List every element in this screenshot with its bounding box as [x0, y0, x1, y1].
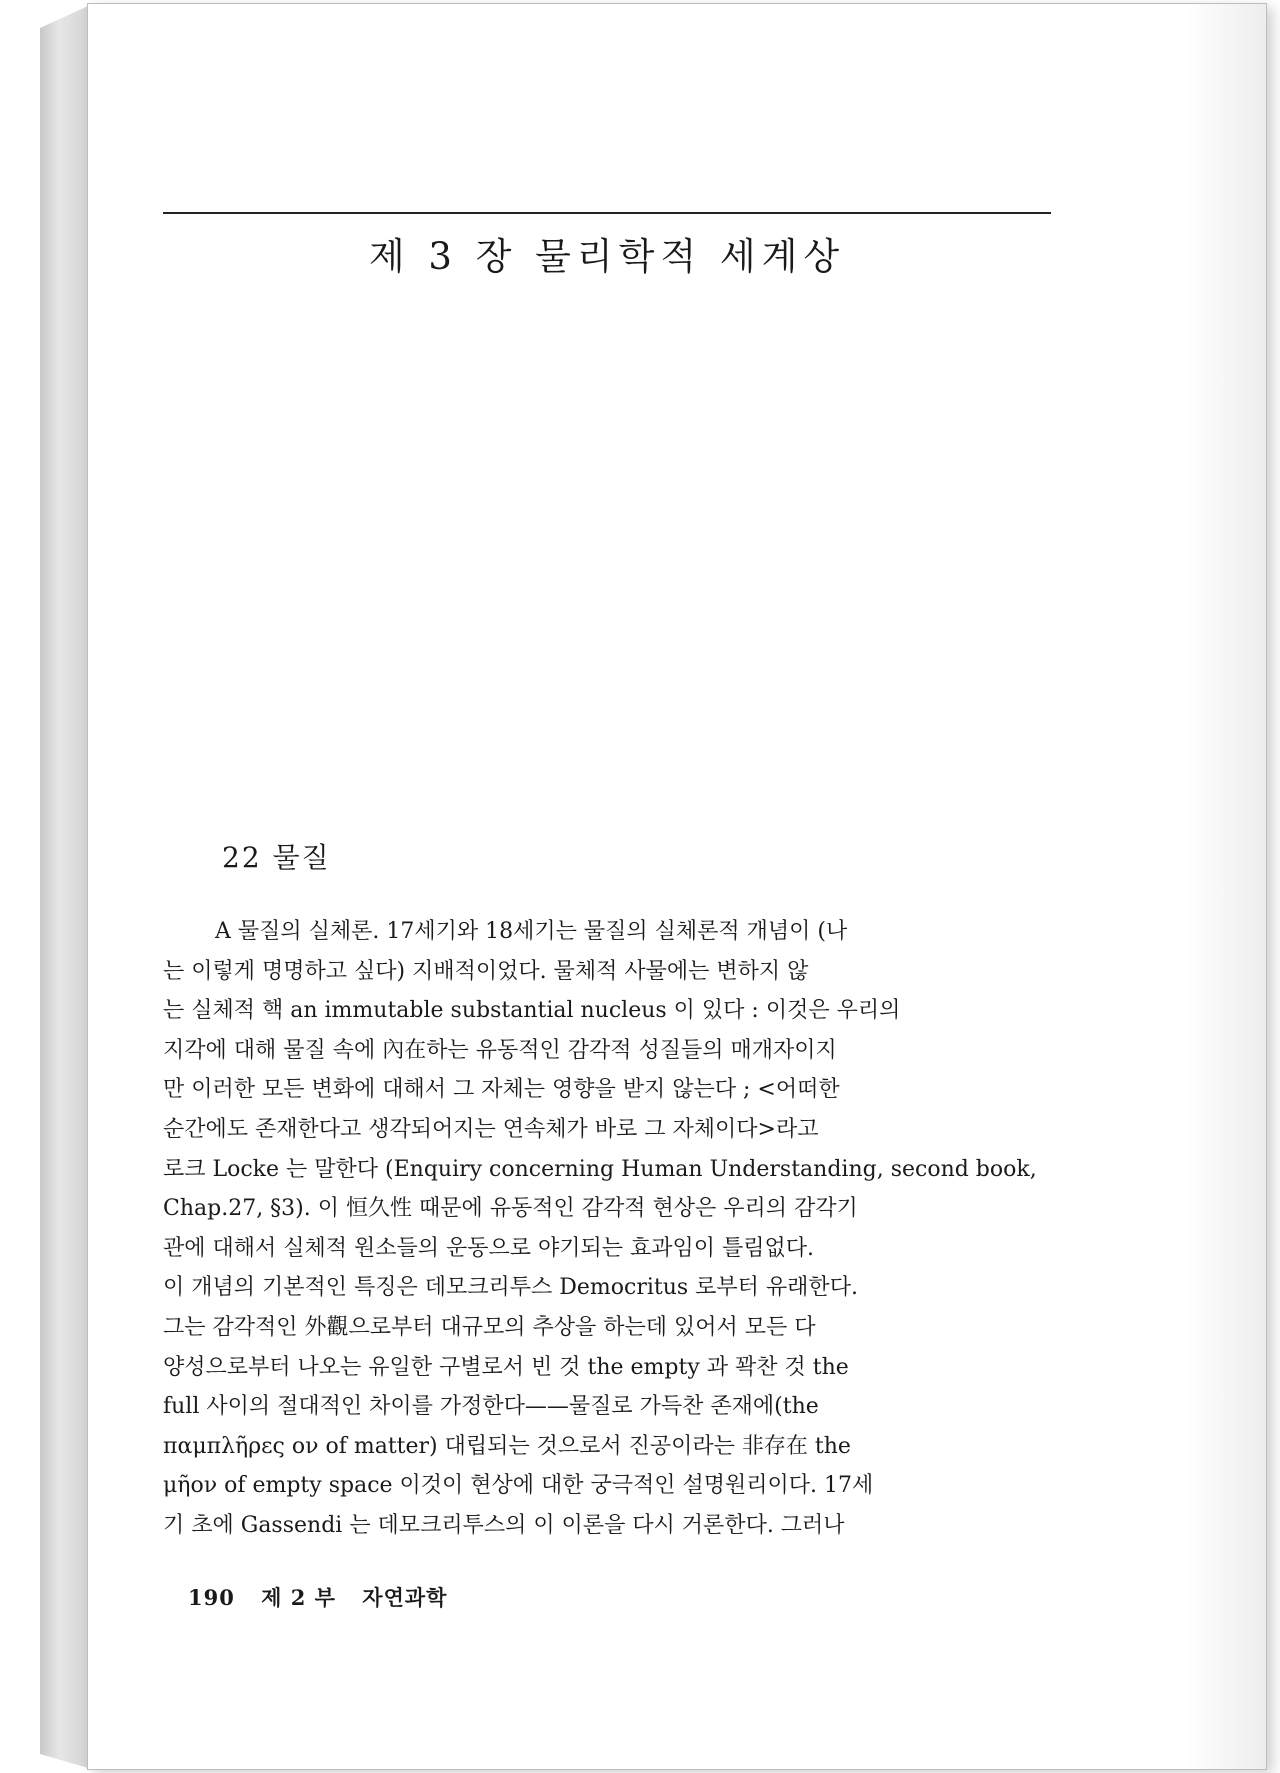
chapter-rule: [163, 212, 1051, 214]
body-line: 지각에 대해 물질 속에 內在하는 유동적인 감각적 성질들의 매개자이지: [163, 1037, 837, 1063]
body-line: 그는 감각적인 外觀으로부터 대규모의 추상을 하는데 있어서 모든 다: [163, 1314, 816, 1340]
body-line: μῆον of empty space 이것이 현상에 대한 궁극적인 설명원리이다. 17세: [163, 1473, 874, 1499]
body-line: παμπλῆρες ον of matter) 대립되는 것으로서 진공이라는 非存在 the: [163, 1433, 851, 1459]
part-label: 제 2 부: [261, 1585, 336, 1610]
body-text: [163, 912, 1051, 1546]
section-heading: 22 물질: [222, 841, 331, 874]
body-line: full 사이의 절대적인 차이를 가정한다——물질로 가득찬 존재에(the: [163, 1394, 819, 1420]
body-line: 만 이러한 모든 변화에 대해서 그 자체는 영향을 받지 않는다 ; <어떠한: [163, 1077, 840, 1103]
book-spine: [40, 6, 88, 1768]
body-line: 순간에도 존재한다고 생각되어지는 연속체가 바로 그 자체이다>라고: [163, 1116, 819, 1142]
body-line: 는 이렇게 명명하고 싶다) 지배적이었다. 물체적 사물에는 변하지 않: [163, 958, 809, 984]
page-number: 190: [188, 1585, 235, 1610]
body-line: 이 개념의 기본적인 특징은 데모크리투스 Democritus 로부터 유래한다.: [163, 1275, 858, 1301]
part-title: 자연과학: [362, 1585, 448, 1610]
page-shading: [1186, 4, 1266, 1769]
body-line: 기 초에 Gassendi 는 데모크리투스의 이 이론을 다시 거론한다. 그러나: [163, 1512, 845, 1538]
body-line: Chap.27, §3). 이 恒久性 때문에 유동적인 감각적 현상은 우리의 감각기: [163, 1196, 858, 1222]
body-line: 양성으로부터 나오는 유일한 구별로서 빈 것 the empty 과 꽉찬 것 the: [163, 1354, 849, 1380]
body-line: 관에 대해서 실체적 원소들의 운동으로 야기되는 효과임이 틀림없다.: [163, 1235, 815, 1261]
body-line: 로크 Locke 는 말한다 (Enquiry concerning Human Understanding, second book,: [163, 1156, 1037, 1182]
body-line: 는 실체적 핵 an immutable substantial nucleus 이 있다 : 이것은 우리의: [163, 998, 901, 1024]
page-footer: [188, 1582, 465, 1612]
body-line: A 물질의 실체론. 17세기와 18세기는 물질의 실체론적 개념이 (나: [215, 919, 848, 944]
chapter-title: 제 3 장 물리학적 세계상: [368, 235, 846, 278]
